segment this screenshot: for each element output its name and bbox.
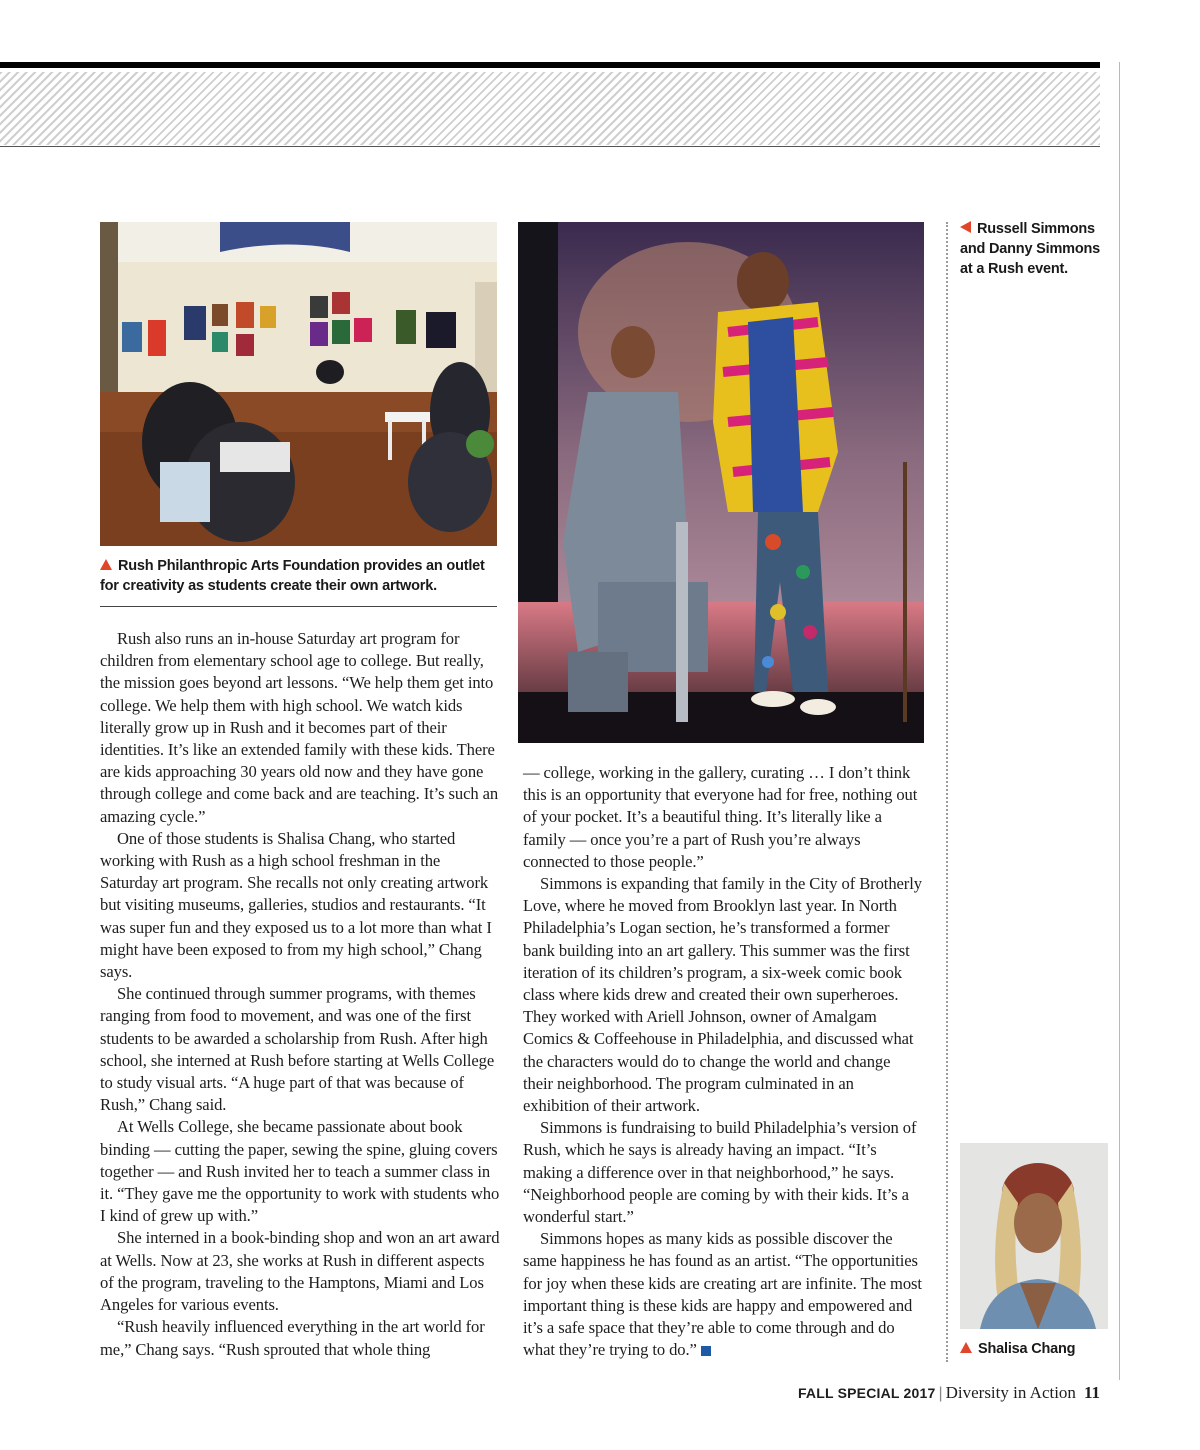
- article-paragraph: Simmons is expanding that family in the City of Brotherly Love, where he moved from Brooklyn last year. In North Philadelphia’s Logan section, he’s transformed a former bank building into an art gallery. This summer was the first iteration of its children’s program, a six-week comic book class where kids drew and created their own superheroes. They worked with Ariell Johnson, owner of Amalgam Comics & Coffeehouse in Philadelphia, and discussed what the characters would do to change the world and change their neighborhood. The program culminated in an exhibition of their artwork.: [523, 874, 922, 1116]
- article-paragraph-last: [523, 1228, 924, 1361]
- caption-triangle-icon: [960, 221, 971, 233]
- gallery-caption: [100, 556, 500, 596]
- article-paragraph-text: Simmons hopes as many kids as possible discover the same happiness he has found as an artist. “The opportunities for joy when these kids are creating art are infinite. The most important thing is these kids are happy and empowered and it’s a safe space that they’re able to come through and do what they’re trying to do.”: [523, 1229, 922, 1360]
- right-margin-rule: [1119, 62, 1120, 1380]
- article-column-1: [100, 628, 501, 1361]
- chang-caption: [960, 1339, 1110, 1359]
- caption-triangle-icon: [100, 559, 112, 570]
- article-paragraph: She continued through summer programs, with themes ranging from food to movement, and was one of the first students to be awarded a scholarship from Rush. After high school, she interned at Rush before starting at Wells College to study visual arts. “A huge part of that was because of Rush,” Chang said.: [100, 984, 495, 1115]
- end-mark-icon: [701, 1346, 711, 1356]
- chang-caption-text: Shalisa Chang: [978, 1341, 1076, 1357]
- article-paragraph: — college, working in the gallery, curating … I don’t think this is an opportunity that everyone had for free, nothing out of your pocket. It’s a beautiful thing. It’s literally like a family — once you’re a part of Rush you’re always connected to those people.”: [523, 763, 918, 871]
- page-footer: [0, 1383, 1100, 1403]
- article-paragraph: One of those students is Shalisa Chang, who started working with Rush as a high school freshman in the Saturday art program. She recalls not only creating artwork but visiting museums, galleries, studios and restaurants. “It was super fun and they exposed us to a lot more than what I might have been exposed to from my high school,” Chang says.: [100, 828, 492, 982]
- article-paragraph: Rush also runs an in-house Saturday art program for children from elementary school age to college. But really, the mission goes beyond art lessons. “We help them get into college. We help them with high school. We watch kids literally grow up in Rush and it becomes part of their identities. It’s like an extended family with these kids. There are kids approaching 30 years old now and they have gone through college and come back and are teaching. It’s such an amazing cycle.”: [100, 629, 499, 826]
- page-number: 11: [1083, 1383, 1100, 1402]
- article-column-2: [523, 762, 924, 1361]
- footer-separator: |: [938, 1385, 943, 1402]
- gallery-photo: [100, 222, 497, 546]
- caption-triangle-icon: [960, 1342, 972, 1353]
- simmons-caption-text: Russell Simmons and Danny Simmons at a Rush event.: [960, 221, 1101, 277]
- simmons-photo: [518, 222, 924, 743]
- footer-magazine: Diversity in Action: [945, 1383, 1076, 1402]
- chang-portrait-photo: [960, 1143, 1108, 1329]
- article-paragraph: She interned in a book-binding shop and won an art award at Wells. Now at 23, she works at Rush in different aspects of the program, traveling to the Hamptons, Miami and Los Angeles for various events.: [100, 1228, 500, 1315]
- gallery-caption-text: Rush Philanthropic Arts Foundation provides an outlet for creativity as students create their own artwork.: [100, 558, 485, 594]
- header-rule: [0, 62, 1100, 68]
- simmons-caption: [960, 219, 1110, 279]
- sidebar-dotted-rule: [946, 222, 948, 1362]
- article-paragraph: Simmons is fundraising to build Philadelphia’s version of Rush, which he says is already having an impact. “It’s making a difference over in that neighborhood,” he says. “Neighborhood people are coming by with their kids. It’s a wonderful start.”: [523, 1118, 917, 1227]
- article-paragraph: At Wells College, she became passionate about book binding — cutting the paper, sewing the spine, gluing covers together — and Rush invited her to teach a summer class in it. “They gave me the opportunity to work with students who I kind of grew up with.”: [100, 1117, 500, 1226]
- header-hatch-rule: [0, 146, 1100, 147]
- footer-issue: FALL SPECIAL 2017: [797, 1385, 936, 1401]
- caption-rule: [100, 606, 497, 607]
- header-hatch-band: [0, 72, 1100, 145]
- article-paragraph: “Rush heavily influenced everything in the art world for me,” Chang says. “Rush sprouted that whole thing: [100, 1317, 485, 1359]
